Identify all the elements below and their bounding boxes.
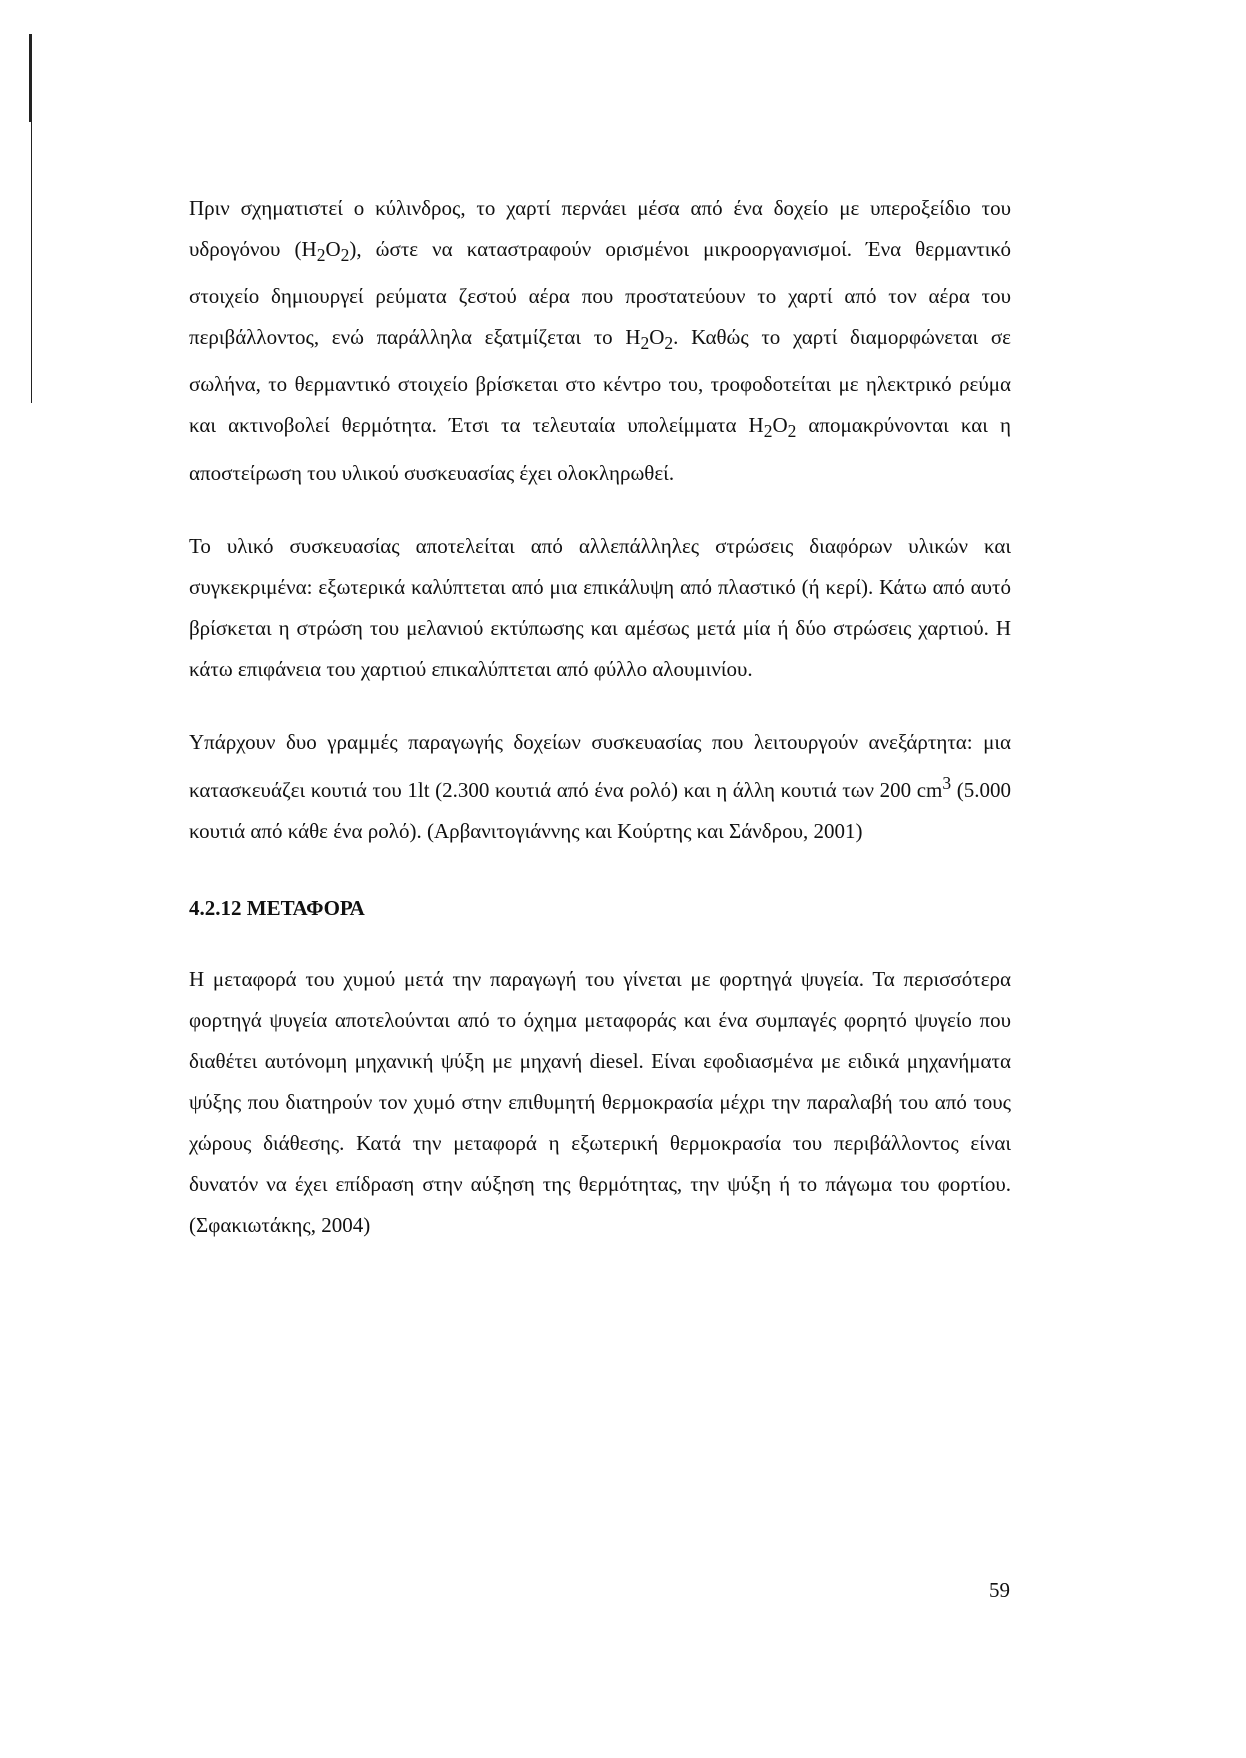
paragraph-production-lines: Υπάρχουν δυο γραμμές παραγωγής δοχείων συσκευασίας που λειτουργούν ανεξάρτητα: μια κατασκευάζει κουτιά του 1lt (2.300 κουτιά από ένα ρολό) και η άλλη κουτιά των 200 $cm^3$ (5.000 κουτιά από κάθε ένα ρολό). (Αρβανιτογιάννης και Κούρτης και Σάνδρου, 2001) (189, 729, 1011, 843)
page-number: 59 (989, 1578, 1010, 1602)
section-heading: 4.2.12 ΜΕΤΑΦΟΡΑ (189, 895, 365, 920)
page-content (189, 188, 1011, 1246)
paragraph-transport: Η μεταφορά του χυμού μετά την παραγωγή του γίνεται με φορτηγά ψυγεία. Τα περισσότερα φορτηγά ψυγεία αποτελούνται από το όχημα μεταφοράς και ένα συμπαγές φορητό ψυγείο που διαθέτει αυτόνομη μηχανική ψύξη με μηχανή diesel. Είναι εφοδιασμένα με ειδικά μηχανήματα ψύξης που διατηρούν τον χυμό στην επιθυμητή θερμοκρασία μέχρι την παραλαβή του από τους χώρους διάθεσης. Κατά την μεταφορά η εξωτερική θερμοκρασία του περιβάλλοντος είναι δυνατόν να έχει επίδραση στην αύξηση της θερμότητας, την ψύξη ή το πάγωμα του φορτίου. (Σφακιωτάκης, 2004) (189, 966, 1011, 1237)
paragraph-sterilization: Πριν σχηματιστεί ο κύλινδρος, το χαρτί περνάει μέσα από ένα δοχείο με υπεροξείδιο του υδρογόνου $(H_2O_2)$, ώστε να καταστραφούν ορισμένοι μικροοργανισμοί. Ένα θερμαντικό στοιχείο δημιουργεί ρεύματα ζεστού αέρα που προστατεύουν το χαρτί από τον αέρα του περιβάλλοντος, ενώ παράλληλα εξατμίζεται το $H_2O_2$. Καθώς το χαρτί διαμορφώνεται σε σωλήνα, το θερμαντικό στοιχείο βρίσκεται στο κέντρο του, τροφοδοτείται με ηλεκτρικό ρεύμα και ακτινοβολεί θερμότητα. Έτσι τα τελευταία υπολείμματα $H_2O_2$ απομακρύνονται και η αποστείρωση του υλικού συσκευασίας έχει ολοκληρωθεί. (189, 196, 1012, 485)
scan-margin-line-thick (29, 34, 32, 122)
scan-margin-line-thin (31, 120, 32, 403)
paragraph-packaging-material: Το υλικό συσκευασίας αποτελείται από αλλεπάλληλες στρώσεις διαφόρων υλικών και συγκεκριμένα: εξωτερικά καλύπτεται από μια επικάλυψη από πλαστικό (ή κερί). Κάτω από αυτό βρίσκεται η στρώση του μελανιού εκτύπωσης και αμέσως μετά μία ή δύο στρώσεις χαρτιού. Η κάτω επιφάνεια του χαρτιού επικαλύπτεται από φύλλο αλουμινίου. (189, 533, 1011, 681)
